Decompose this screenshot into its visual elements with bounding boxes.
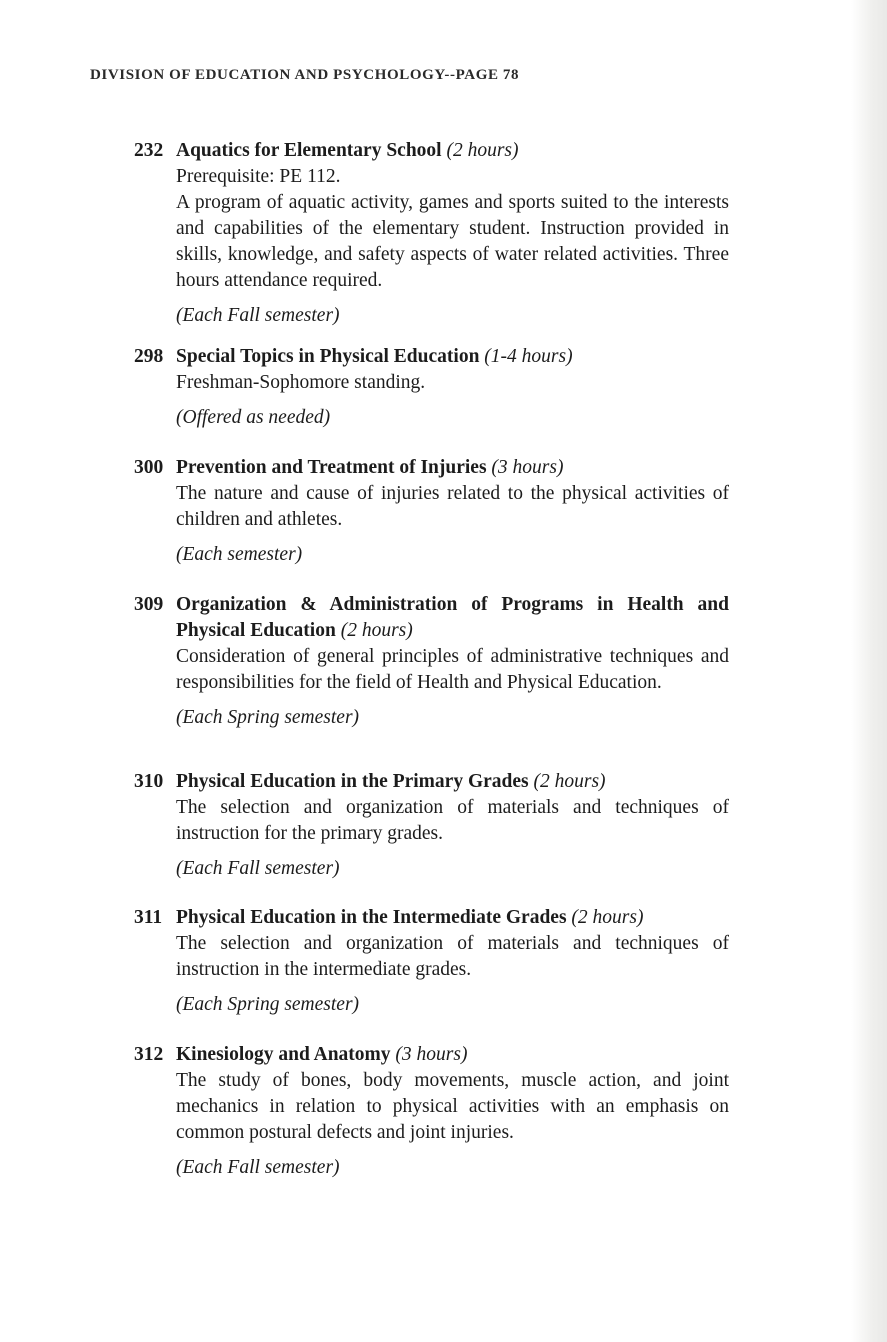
course-description: Freshman-Sophomore standing. — [176, 372, 426, 393]
course-offered: (Offered as needed) — [176, 407, 331, 428]
course-title: Physical Education in the Primary Grades — [176, 771, 529, 792]
course-description: The study of bones, body movements, muscle action, and joint mechanics in relation to physical activities with an emphasis on common postural defects and joint injuries. — [176, 1070, 729, 1143]
course-number: 298 — [134, 346, 164, 367]
course-number: 300 — [134, 457, 164, 478]
course-title: Organization & Administration of Programs in Health and Physical Education — [176, 594, 729, 641]
course-hours: (2 hours) — [533, 771, 606, 792]
course-hours: (2 hours) — [571, 907, 644, 928]
course-offered: (Each Spring semester) — [176, 994, 360, 1015]
course-offered: (Each semester) — [176, 544, 303, 565]
course-entry-232 — [134, 138, 729, 329]
course-description: A program of aquatic activity, games and sports suited to the interests and capabilities of the elementary student. Instruction provided in skills, knowledge, and safety aspects of water related activities. Three hours attendance required. — [176, 192, 729, 291]
course-hours: (2 hours) — [340, 620, 413, 641]
course-offered: (Each Fall semester) — [176, 305, 340, 326]
course-heading — [134, 138, 729, 164]
course-description: The nature and cause of injuries related to the physical activities of children and athletes. — [176, 483, 729, 530]
course-number: 309 — [134, 594, 164, 615]
course-heading — [134, 769, 729, 795]
course-title: Prevention and Treatment of Injuries — [176, 457, 487, 478]
course-offered: (Each Fall semester) — [176, 1157, 340, 1178]
course-entry-309 — [134, 592, 729, 731]
course-description: Consideration of general principles of administrative techniques and responsibilities for the field of Health and Physical Education. — [176, 646, 729, 693]
course-entry-310 — [134, 769, 729, 882]
course-offered: (Each Spring semester) — [176, 707, 360, 728]
course-hours: (1-4 hours) — [484, 346, 573, 367]
course-entry-311 — [134, 905, 729, 1018]
course-hours: (3 hours) — [491, 457, 564, 478]
course-heading — [134, 1042, 729, 1068]
course-title: Aquatics for Elementary School — [176, 140, 442, 161]
course-heading — [134, 455, 729, 481]
course-heading — [134, 905, 729, 931]
course-description: The selection and organization of materials and techniques of instruction for the primary grades. — [176, 797, 729, 844]
course-prerequisite: Prerequisite: PE 112. — [176, 166, 341, 187]
course-hours: (2 hours) — [446, 140, 519, 161]
course-description: The selection and organization of materials and techniques of instruction in the intermediate grades. — [176, 933, 729, 980]
course-entry-312 — [134, 1042, 729, 1181]
course-number: 311 — [134, 907, 163, 928]
course-offered: (Each Fall semester) — [176, 858, 340, 879]
course-number: 312 — [134, 1044, 164, 1065]
course-number: 310 — [134, 771, 164, 792]
page-edge-shade — [851, 0, 887, 1342]
course-entry-298 — [134, 344, 729, 431]
course-heading — [134, 592, 729, 644]
course-heading — [134, 344, 729, 370]
running-head: DIVISION OF EDUCATION AND PSYCHOLOGY--PAGE 78 — [90, 67, 520, 83]
course-title: Kinesiology and Anatomy — [176, 1044, 391, 1065]
course-number: 232 — [134, 140, 164, 161]
course-hours: (3 hours) — [395, 1044, 468, 1065]
course-entry-300 — [134, 455, 729, 568]
course-title: Special Topics in Physical Education — [176, 346, 480, 367]
course-title: Physical Education in the Intermediate Grades — [176, 907, 567, 928]
